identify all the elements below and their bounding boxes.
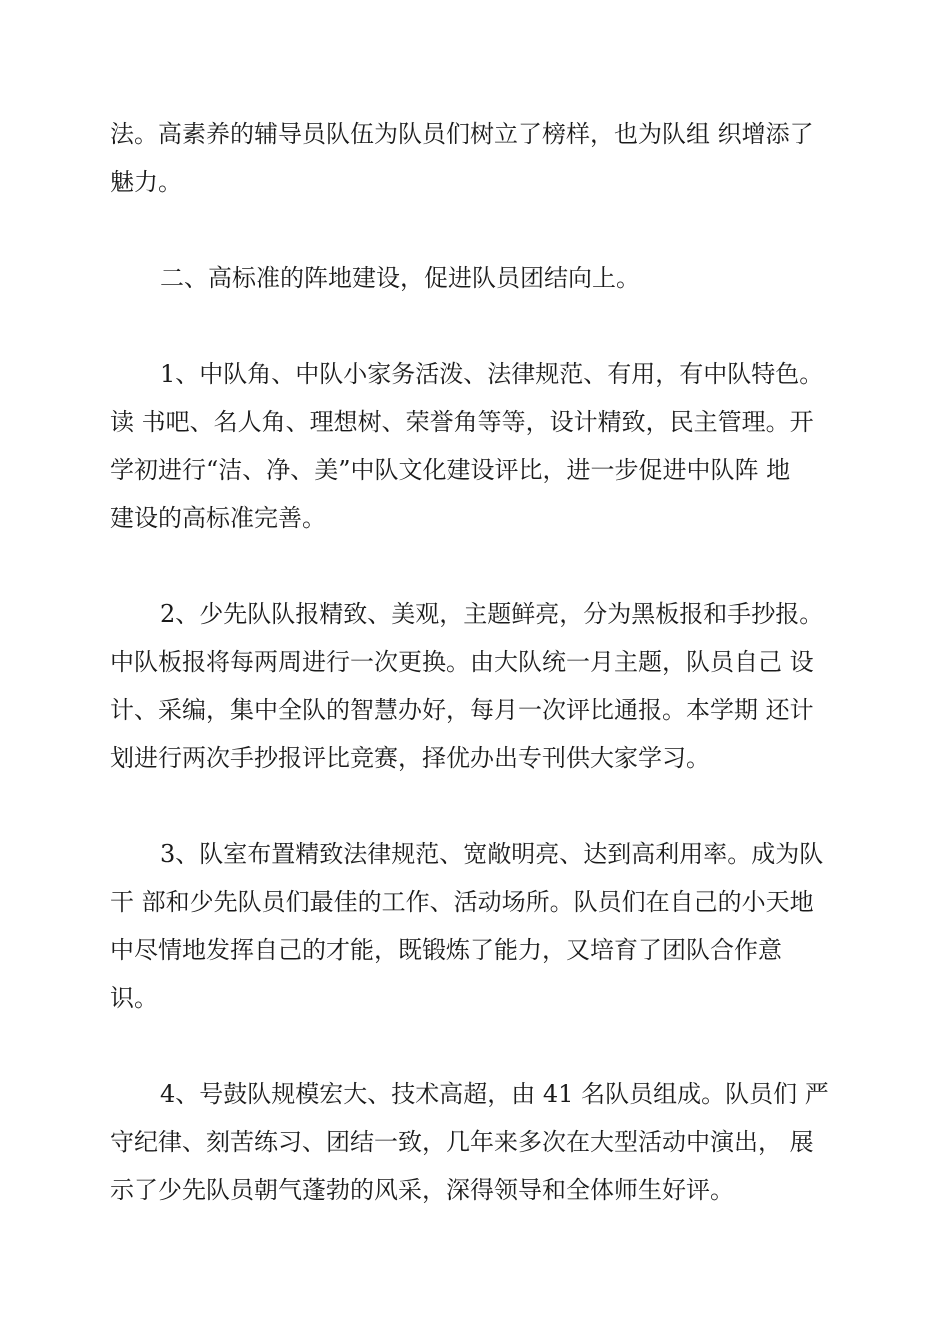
text-line: 建设的高标准完善。 (110, 504, 326, 532)
text-line: 学初进行“洁、净、美”中队文化建设评比，进一步促进中队阵 地 (110, 456, 791, 484)
paragraph-gap (110, 1022, 850, 1070)
text-line: 魅力。 (110, 168, 182, 196)
paragraph-item-2 (110, 590, 850, 782)
paragraph-gap (110, 206, 850, 254)
text-line: 3、队室布置精致法律规范、宽敞明亮、达到高利用率。成为队 (160, 840, 824, 868)
text-line: 中尽情地发挥自己的才能，既锻炼了能力，又培育了团队合作意 (110, 936, 782, 964)
text-line: 法。高素养的辅导员队伍为队员们树立了榜样，也为队组 织增添了 (110, 120, 814, 148)
text-line: 中队板报将每两周进行一次更换。由大队统一月主题，队员自己 设 (110, 648, 814, 676)
section-heading (110, 254, 850, 302)
paragraph-item-3 (110, 830, 850, 1022)
text-line: 示了少先队员朝气蓬勃的风采，深得领导和全体师生好评。 (110, 1176, 734, 1204)
text-line: 读 书吧、名人角、理想树、荣誉角等等，设计精致，民主管理。开 (110, 408, 814, 436)
text-line: 识。 (110, 984, 158, 1012)
text-line: 划进行两次手抄报评比竞赛，择优办出专刊供大家学习。 (110, 744, 710, 772)
text-line: 二、高标准的阵地建设，促进队员团结向上。 (160, 264, 640, 292)
text-line: 守纪律、刻苦练习、团结一致，几年来多次在大型活动中演出， 展 (110, 1128, 814, 1156)
text-line: 干 部和少先队员们最佳的工作、活动场所。队员们在自己的小天地 (110, 888, 814, 916)
paragraph-gap (110, 782, 850, 830)
text-line: 4、号鼓队规模宏大、技术高超，由 41 名队员组成。队员们 严 (160, 1080, 829, 1108)
paragraph-gap (110, 542, 850, 590)
text-line: 1、中队角、中队小家务活泼、法律规范、有用，有中队特色。 (160, 360, 824, 388)
paragraph-continuation (110, 110, 850, 206)
paragraph-item-1 (110, 350, 850, 542)
text-line: 计、采编，集中全队的智慧办好，每月一次评比通报。本学期 还计 (110, 696, 814, 724)
text-line: 2、少先队队报精致、美观，主题鲜亮，分为黑板报和手抄报。 (160, 600, 824, 628)
document-page (110, 110, 850, 1214)
paragraph-item-4 (110, 1070, 850, 1214)
paragraph-gap (110, 302, 850, 350)
